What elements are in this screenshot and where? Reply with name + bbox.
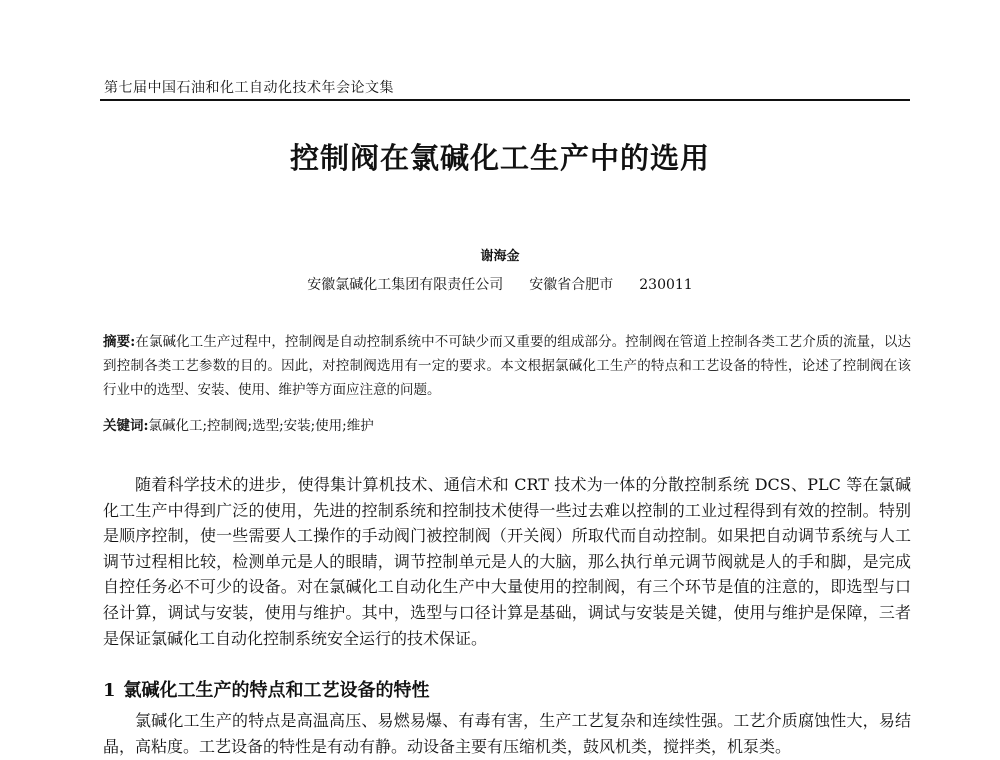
- section-1-title: 氯碱化工生产的特点和工艺设备的特性: [123, 680, 430, 701]
- affiliation: [0, 274, 1000, 294]
- abstract-text: 在氯碱化工生产过程中，控制阀是自动控制系统中不可缺少而又重要的组成部分。控制阀在管道上控制各类工艺介质的流量，以达到控制各类工艺参数的目的。因此，对控制阀选用有一定的要求。本文根据氯碱化工生产的特点和工艺设备的特性，论述了控制阀在该行业中的选型、安装、使用、维护等方面应注意的问题。: [103, 334, 912, 398]
- intro-paragraph: 随着科学技术的进步，使得集计算机技术、通信术和 CRT 技术为一体的分散控制系统 DCS、PLC 等在氯碱化工生产中得到广泛的使用，先进的控制系统和控制技术使得一些过去难以控制的工业过程得到有效的控制。特别是顺序控制，使一些需要人工操作的手动阀门被控制阀（开关阀）所取代而自动控制。如果把自动调节系统与人工调节过程相比较，检测单元是人的眼睛，调节控制单元是人的大脑，那么执行单元调节阀就是人的手和脚，是完成自控任务必不可少的设备。对在氯碱化工自动化生产中大量使用的控制阀，有三个环节是值的注意的，即选型与口径计算，调试与安装，使用与维护。其中，选型与口径计算是基础，调试与安装是关键，使用与维护是保障，三者是保证氯碱化工自动化控制系统安全运行的技术保证。: [103, 475, 911, 648]
- keywords: [103, 414, 911, 438]
- section-1-paragraph: 氯碱化工生产的特点是高温高压、易燃易爆、有毒有害，生产工艺复杂和连续性强。工艺介质腐蚀性大，易结晶，高粘度。工艺设备的特性是有动有静。动设备主要有压缩机类，鼓风机类，搅拌类，机泵类。: [103, 711, 911, 756]
- section-1-heading: [103, 676, 430, 702]
- section-1-number: 1: [103, 680, 116, 701]
- affiliation-postcode: 230011: [639, 277, 693, 293]
- paper-title: 控制阀在氯碱化工生产中的选用: [289, 141, 710, 175]
- author-name: 谢海金: [480, 249, 520, 264]
- affiliation-location: 安徽省合肥市: [529, 277, 614, 293]
- abstract-label: 摘要:: [103, 334, 136, 350]
- running-header: 第七届中国石油和化工自动化技术年会论文集: [104, 80, 394, 96]
- abstract: [103, 330, 911, 402]
- keywords-label: 关键词:: [103, 418, 149, 434]
- affiliation-organization: 安徽氯碱化工集团有限责任公司: [307, 277, 504, 293]
- header-rule: [100, 99, 910, 101]
- keywords-text: 氯碱化工;控制阀;选型;安装;使用;维护: [148, 418, 374, 434]
